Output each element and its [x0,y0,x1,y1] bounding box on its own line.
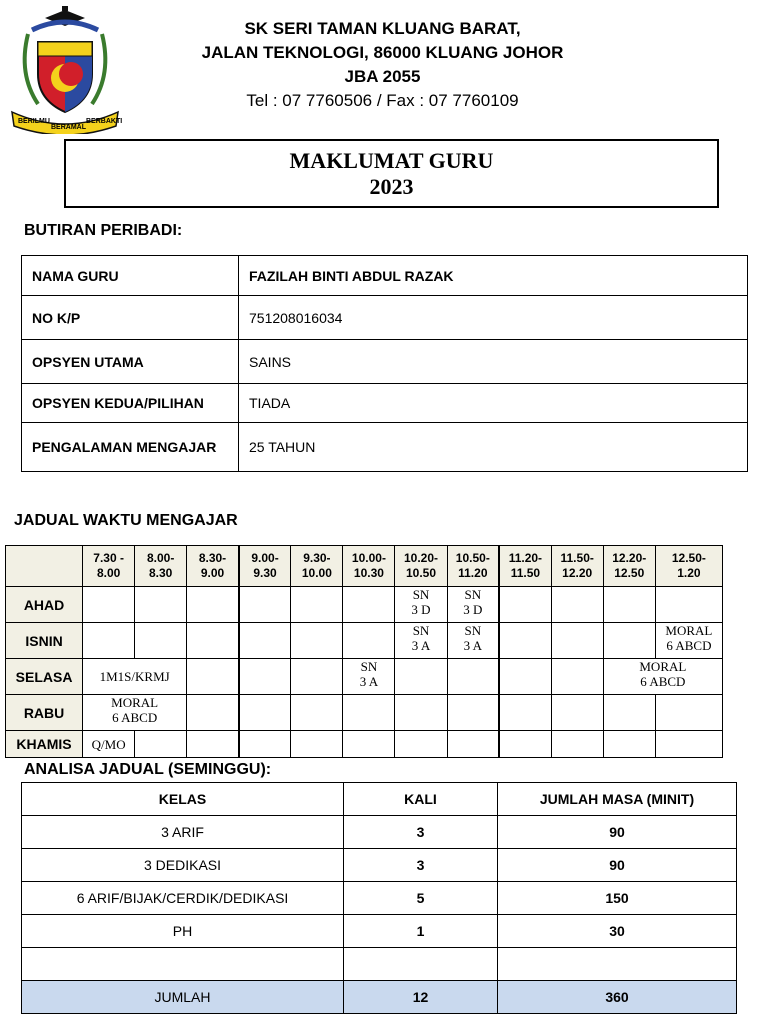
timetable-cell: MORAL 6 ABCD [655,623,722,659]
main-option-value: SAINS [239,340,748,384]
analysis-table [21,782,737,1014]
analysis-heading: ANALISA JADUAL (SEMINGGU): [24,761,272,778]
timetable-cell: SN 3 A [343,659,395,695]
time-slot: 9.30- 10.00 [291,546,343,587]
count-cell [344,948,498,981]
school-contact: Tel : 07 7760506 / Fax : 07 7760109 [246,91,519,110]
teacher-name-value: FAZILAH BINTI ABDUL RAZAK [239,256,748,296]
class-cell: 6 ARIF/BIJAK/CERDIK/DEDIKASI [22,882,344,915]
timetable-cell [551,659,603,695]
school-code: JBA 2055 [344,67,421,86]
column-header-minutes: JUMLAH MASA (MINIT) [498,783,737,816]
timetable-header-row [6,546,723,587]
table-row [22,423,748,472]
field-label: NO K/P [22,296,239,340]
timetable-cell [135,731,187,758]
time-slot: 12.20- 12.50 [603,546,655,587]
time-slot: 8.30- 9.00 [187,546,239,587]
timetable-cell [499,623,551,659]
time-slot: 10.20- 10.50 [395,546,447,587]
analysis-header-row [22,783,737,816]
table-row [22,948,737,981]
timetable-cell: MORAL 6 ABCD [603,659,722,695]
experience-value: 25 TAHUN [239,423,748,472]
document-title-box [64,139,719,208]
timetable-cell: SN 3 D [447,587,499,623]
timetable-row-isnin [6,623,723,659]
logo-motto-left: BERILMU [18,118,50,125]
field-label: OPSYEN KEDUA/PILIHAN [22,384,239,423]
timetable-cell [291,623,343,659]
timetable-cell [551,731,603,758]
timetable-cell [187,731,239,758]
field-label: OPSYEN UTAMA [22,340,239,384]
column-header-class: KELAS [22,783,344,816]
second-option-value: TIADA [239,384,748,423]
minutes-cell: 30 [498,915,737,948]
total-minutes: 360 [498,981,737,1014]
ic-number-value: 751208016034 [239,296,748,340]
time-slot: 11.20- 11.50 [499,546,551,587]
logo-motto-right: BERBAKTI [86,118,122,125]
minutes-cell [498,948,737,981]
table-row [22,340,748,384]
table-row [22,816,737,849]
timetable-cell [343,695,395,731]
time-slot: 11.50- 12.20 [551,546,603,587]
count-cell: 1 [344,915,498,948]
day-label: ISNIN [6,623,83,659]
timetable-cell [239,623,291,659]
timetable-cell [187,695,239,731]
field-label: PENGALAMAN MENGAJAR [22,423,239,472]
timetable-cell [603,587,655,623]
time-slot: 10.00- 10.30 [343,546,395,587]
school-name: SK SERI TAMAN KLUANG BARAT, [244,19,521,38]
timetable-cell [603,623,655,659]
timetable-row-ahad [6,587,723,623]
timetable-cell [395,659,447,695]
timetable-cell [655,695,722,731]
timetable-cell [135,623,187,659]
day-label: KHAMIS [6,731,83,758]
day-label: SELASA [6,659,83,695]
table-row [22,915,737,948]
timetable-cell [135,587,187,623]
count-cell: 3 [344,849,498,882]
timetable-cell [447,731,499,758]
total-count: 12 [344,981,498,1014]
timetable-cell: SN 3 A [395,623,447,659]
day-label: RABU [6,695,83,731]
class-cell: 3 DEDIKASI [22,849,344,882]
time-slot: 10.50- 11.20 [447,546,499,587]
timetable-cell [395,731,447,758]
time-slot: 7.30 - 8.00 [83,546,135,587]
timetable-cell [395,695,447,731]
timetable-cell [187,659,239,695]
timetable-cell [499,587,551,623]
timetable-cell [603,695,655,731]
timetable-cell [343,587,395,623]
timetable-cell [655,587,722,623]
table-row [22,296,748,340]
school-address: JALAN TEKNOLOGI, 86000 KLUANG JOHOR [201,43,564,62]
timetable-cell [239,695,291,731]
minutes-cell: 90 [498,816,737,849]
timetable-cell [291,695,343,731]
timetable-cell [239,659,291,695]
timetable-cell [343,623,395,659]
field-label: NAMA GURU [22,256,239,296]
time-slot: 12.50- 1.20 [655,546,722,587]
timetable-cell [499,659,551,695]
table-row [22,882,737,915]
total-label: JUMLAH [22,981,344,1014]
timetable-table [5,545,723,758]
timetable-row-khamis [6,731,723,758]
timetable-cell [551,623,603,659]
timetable-cell [551,695,603,731]
timetable-cell [83,623,135,659]
timetable-cell: SN 3 A [447,623,499,659]
timetable-cell [551,587,603,623]
table-row [22,384,748,423]
day-label: AHAD [6,587,83,623]
timetable-cell [83,587,135,623]
minutes-cell: 150 [498,882,737,915]
time-slot: 8.00- 8.30 [135,546,187,587]
timetable-cell: SN 3 D [395,587,447,623]
count-cell: 5 [344,882,498,915]
class-cell: 3 ARIF [22,816,344,849]
timetable-cell [343,731,395,758]
school-header [150,17,615,113]
timetable-row-selasa [6,659,723,695]
timetable-cell: Q/MO [83,731,135,758]
time-slot: 9.00- 9.30 [239,546,291,587]
minutes-cell: 90 [498,849,737,882]
table-row [22,256,748,296]
document-title: MAKLUMAT GURU [289,148,494,173]
timetable-cell: MORAL 6 ABCD [83,695,187,731]
document-year: 2023 [369,174,414,199]
timetable-cell [499,731,551,758]
timetable-cell [187,587,239,623]
timetable-cell [291,731,343,758]
timetable-cell [447,659,499,695]
logo-motto-center: BERAMAL [51,124,86,131]
timetable-cell [447,695,499,731]
timetable-cell [187,623,239,659]
class-cell: PH [22,915,344,948]
column-header-count: KALI [344,783,498,816]
personal-details-heading: BUTIRAN PERIBADI: [24,222,183,239]
total-row [22,981,737,1014]
timetable-cell: 1M1S/KRMJ [83,659,187,695]
personal-details-table [21,255,748,472]
timetable-cell [291,587,343,623]
timetable-row-rabu [6,695,723,731]
timetable-cell [655,731,722,758]
school-crest-logo [8,4,122,134]
timetable-heading: JADUAL WAKTU MENGAJAR [14,512,238,529]
timetable-cell [239,587,291,623]
corner-cell [6,546,83,587]
timetable-cell [291,659,343,695]
timetable-cell [603,731,655,758]
class-cell [22,948,344,981]
timetable-cell [239,731,291,758]
count-cell: 3 [344,816,498,849]
table-row [22,849,737,882]
timetable-cell [499,695,551,731]
